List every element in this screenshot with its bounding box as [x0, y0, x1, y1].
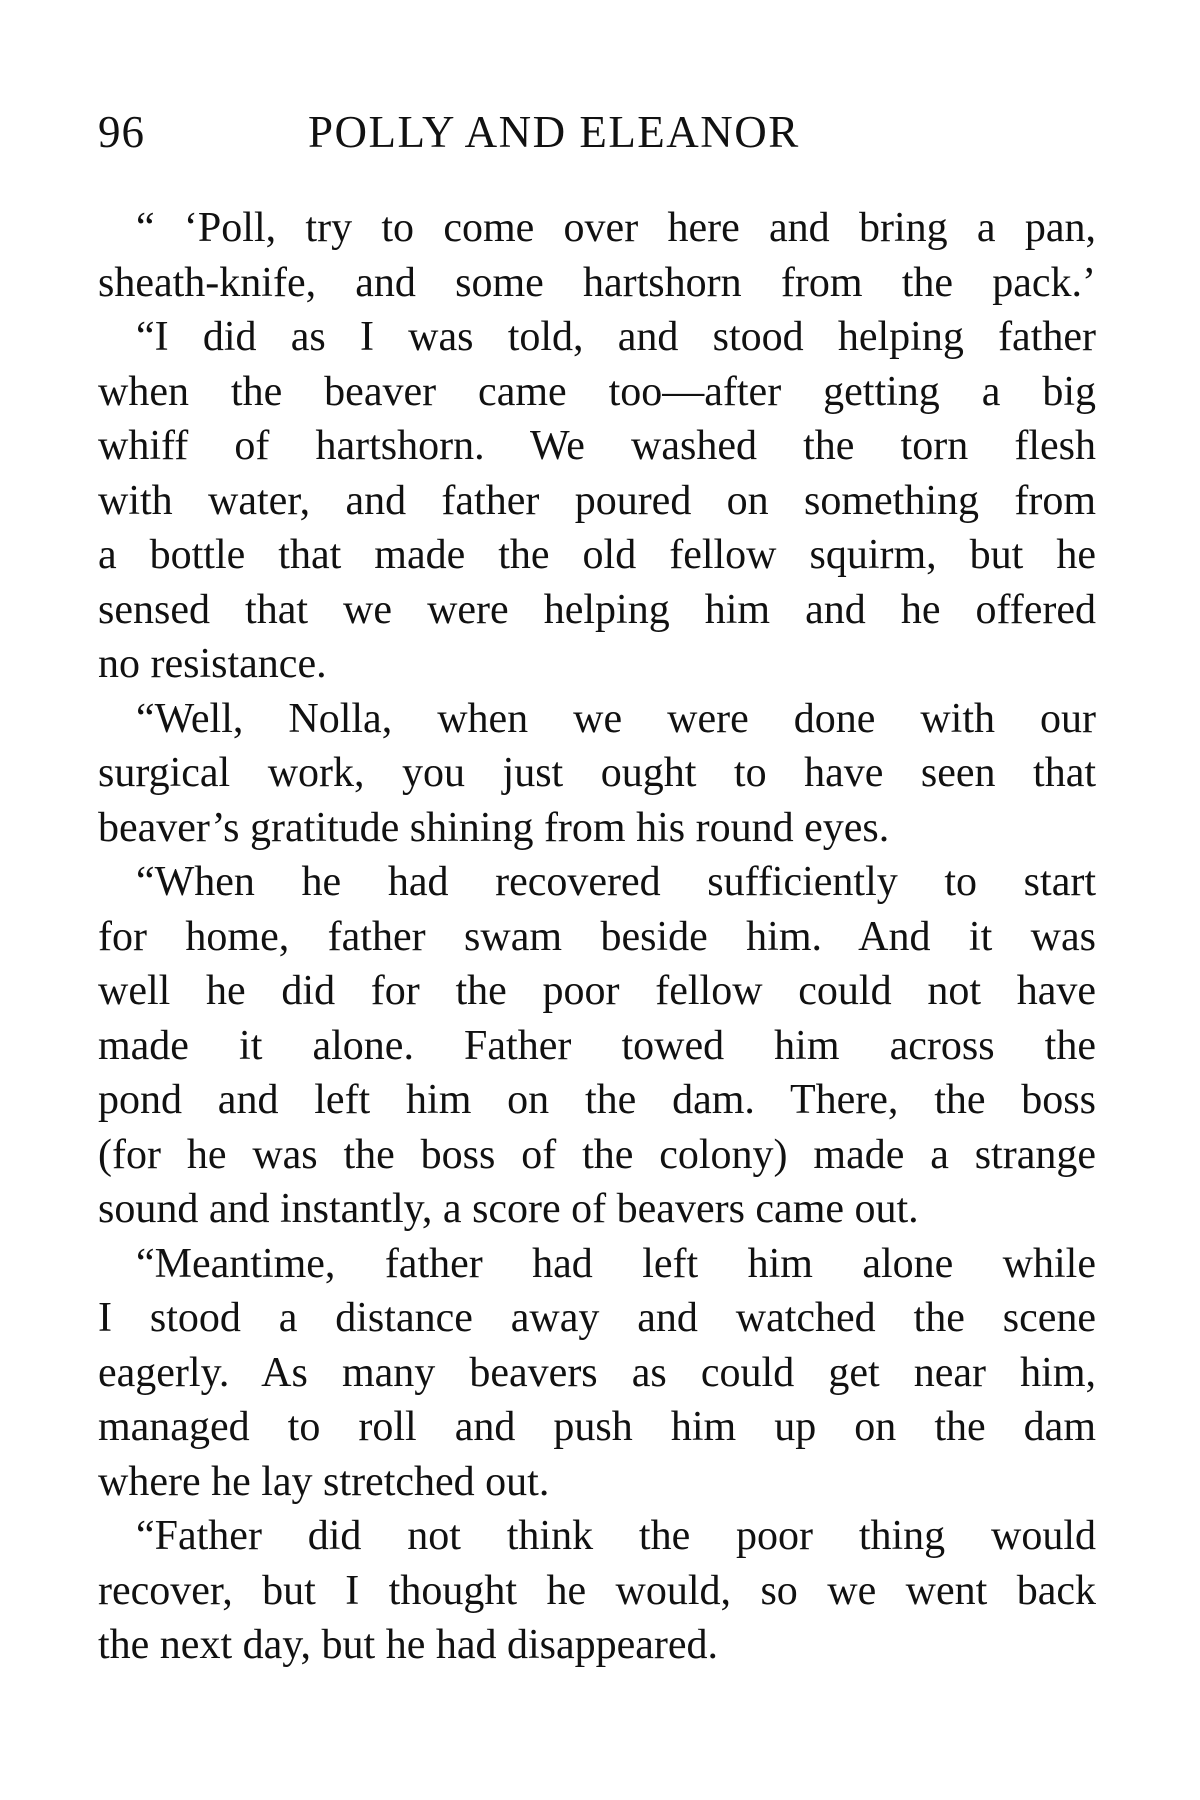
- text-line: whiff of hartshorn. We washed the torn flesh: [98, 423, 1096, 469]
- text-line: pond and left him on the dam. There, the boss: [98, 1077, 1096, 1123]
- text-line: sensed that we were helping him and he offered: [98, 586, 1096, 633]
- text-line: a bottle that made the old fellow squirm, but he: [98, 532, 1096, 578]
- text-line: for home, father swam beside him. And it was: [98, 913, 1096, 960]
- text-line: “Father did not think the poor thing would: [136, 1513, 1096, 1559]
- text-line: managed to roll and push him up on the dam: [98, 1404, 1096, 1450]
- text-line: the next day, but he had disappeared.: [98, 1622, 719, 1668]
- text-line: “When he had recovered sufficiently to start: [136, 859, 1096, 905]
- text-line: “Well, Nolla, when we were done with our: [136, 695, 1096, 742]
- text-line: recover, but I thought he would, so we went back: [98, 1567, 1096, 1614]
- page-number: 96: [98, 107, 145, 157]
- text-line: I stood a distance away and watched the scene: [98, 1295, 1096, 1341]
- text-line: well he did for the poor fellow could not have: [98, 968, 1096, 1014]
- text-line: “ ‘Poll, try to come over here and bring a pan,: [136, 205, 1096, 251]
- text-line: made it alone. Father towed him across the: [98, 1022, 1096, 1069]
- text-line: “Meantime, father had left him alone while: [136, 1240, 1096, 1287]
- text-line: eagerly. As many beavers as could get near him,: [98, 1349, 1096, 1396]
- text-line: when the beaver came too—after getting a big: [98, 368, 1096, 415]
- text-line: no resistance.: [98, 641, 327, 687]
- body-text: [98, 201, 1096, 1673]
- text-line: with water, and father poured on something from: [98, 477, 1096, 524]
- text-line: (for he was the boss of the colony) made a strange: [98, 1131, 1096, 1178]
- text-line: beaver’s gratitude shining from his round eyes.: [98, 804, 890, 851]
- text-line: “I did as I was told, and stood helping father: [136, 314, 1096, 360]
- text-line: sound and instantly, a score of beavers came out.: [98, 1186, 919, 1232]
- book-title: POLLY AND ELEANOR: [308, 107, 800, 157]
- text-line: surgical work, you just ought to have seen that: [98, 750, 1096, 796]
- text-line: where he lay stretched out.: [98, 1458, 550, 1505]
- running-head: [98, 102, 898, 162]
- text-line: sheath-knife, and some hartshorn from the pack.’: [98, 259, 1096, 306]
